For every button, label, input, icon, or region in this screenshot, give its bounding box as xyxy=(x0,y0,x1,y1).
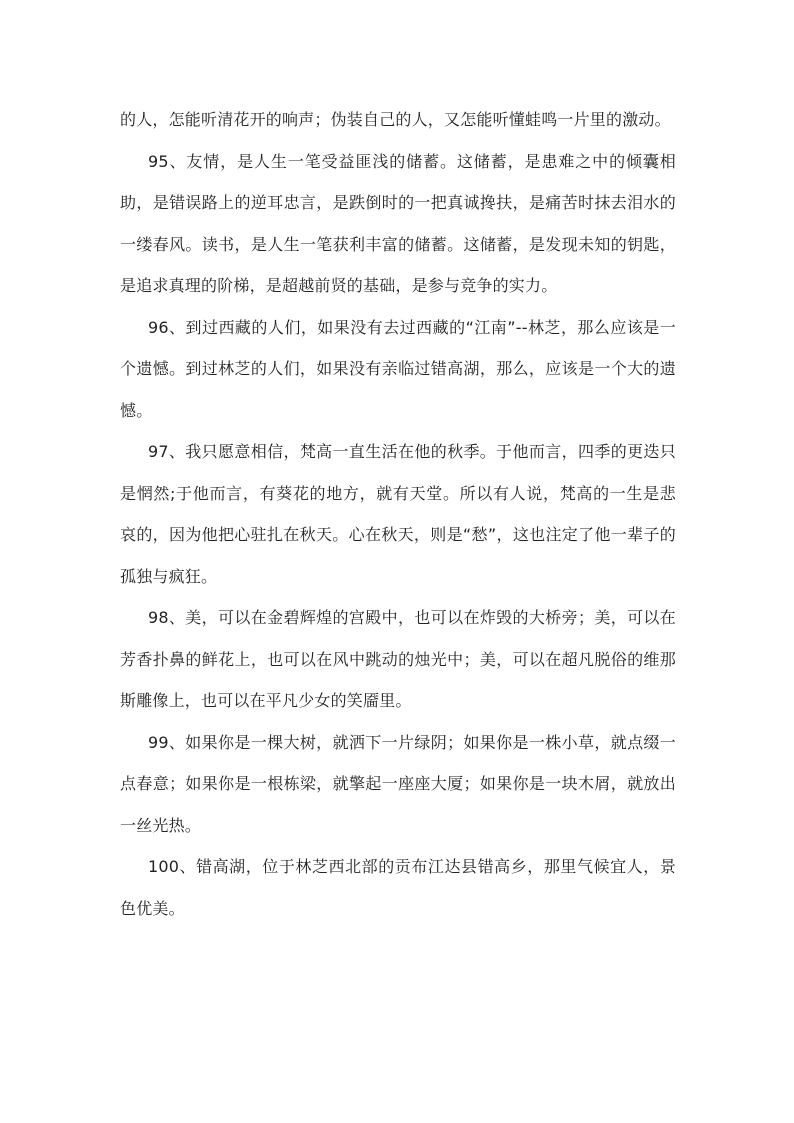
paragraph-98: 98、美，可以在金碧辉煌的宫殿中，也可以在炸毁的大桥旁；美，可以在芳香扑鼻的鲜花上，也可以在风中跳动的烛光中；美，可以在超凡脱俗的维那斯雕像上，也可以在平凡少女的笑靥里。 xyxy=(120,608,676,710)
document-body xyxy=(120,99,676,929)
paragraph-97: 97、我只愿意相信，梵高一直生活在他的秋季。于他而言，四季的更迭只是惘然;于他而言，有葵花的地方，就有天堂。所以有人说，梵高的一生是悲哀的，因为他把心驻扎在秋天。心在秋天，则是“愁”，这也注定了他一辈子的孤独与疯狂。 xyxy=(120,442,676,586)
paragraph-99: 99、如果你是一棵大树，就洒下一片绿阴；如果你是一株小草，就点缀一点春意；如果你是一根栋梁，就擎起一座座大厦；如果你是一块木屑，就放出一丝光热。 xyxy=(120,732,676,835)
paragraph-continuation: 的人，怎能听清花开的响声；伪装自己的人，又怎能听懂蛙鸣一片里的激动。 xyxy=(120,110,671,129)
paragraph-100: 100、错高湖，位于林芝西北部的贡布江达县错高乡，那里气候宜人，景色优美。 xyxy=(120,857,676,918)
paragraph-95: 95、友情，是人生一笔受益匪浅的储蓄。这储蓄，是患难之中的倾囊相助，是错误路上的逆耳忠言，是跌倒时的一把真诚搀扶，是痛苦时抹去泪水的一缕春风。读书，是人生一笔获利丰富的储蓄。这储蓄，是发现未知的钥匙，是追求真理的阶梯，是超越前贤的基础，是参与竞争的实力。 xyxy=(120,151,676,295)
paragraph-96: 96、到过西藏的人们，如果没有去过西藏的“江南”--林芝，那么应该是一个遗憾。到过林芝的人们，如果没有亲临过错高湖，那么，应该是一个大的遗憾。 xyxy=(120,317,676,420)
